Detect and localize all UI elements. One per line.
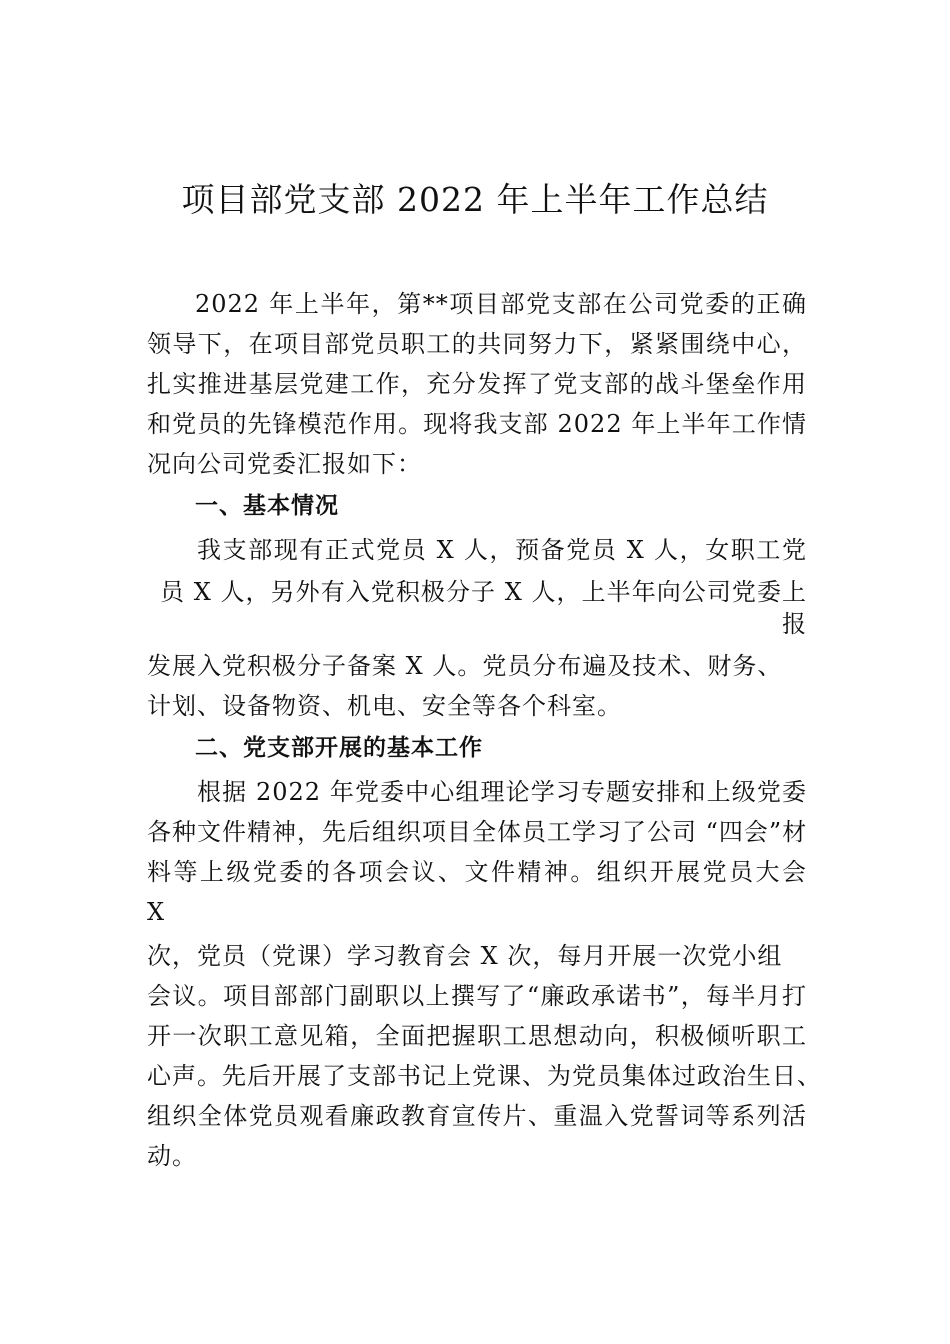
paragraph-line: 员 X 人，另外有入党积极分子 X 人，上半年向公司党委上 (160, 578, 807, 606)
paragraph-line: 报 (782, 610, 807, 638)
paragraph-line: 扎实推进基层党建工作，充分发挥了党支部的战斗堡垒作用 (147, 370, 807, 398)
paragraph-line: 会议。项目部部门副职以上撰写了“廉政承诺书”，每半月打 (147, 982, 807, 1010)
paragraph-line: X (147, 898, 166, 926)
paragraph-line: 发展入党积极分子备案 X 人。党员分布遍及技术、财务、 (147, 652, 783, 680)
paragraph-line: 开一次职工意见箱，全面把握职工思想动向，积极倾听职工 (147, 1022, 807, 1050)
paragraph-line: 心声。先后开展了支部书记上党课、为党员集体过政治生日、 (147, 1062, 822, 1090)
paragraph-line: 料等上级党委的各项会议、文件精神。组织开展党员大会 (147, 858, 807, 886)
paragraph-line: 计划、设备物资、机电、安全等各个科室。 (147, 692, 622, 720)
paragraph-line: 和党员的先锋模范作用。现将我支部 2022 年上半年工作情 (147, 410, 807, 438)
paragraph-line: 组织全体党员观看廉政教育宣传片、重温入党誓词等系列活 (147, 1102, 807, 1130)
section-heading: 二、党支部开展的基本工作 (195, 735, 483, 761)
paragraph-line: 况向公司党委汇报如下： (147, 450, 422, 478)
paragraph-line: 各种文件精神，先后组织项目全体员工学习了公司 “四会”材 (147, 818, 808, 846)
section-heading: 一、基本情况 (195, 493, 339, 519)
paragraph-line: 2022 年上半年，第**项目部党支部在公司党委的正确 (195, 290, 807, 318)
paragraph-line: 根据 2022 年党委中心组理论学习专题安排和上级党委 (197, 778, 807, 806)
paragraph-line: 次，党员（党课）学习教育会 X 次，每月开展一次党小组 (147, 942, 783, 970)
paragraph-line: 我支部现有正式党员 X 人，预备党员 X 人，女职工党 (197, 536, 807, 564)
paragraph-line: 动。 (147, 1142, 197, 1170)
document-title: 项目部党支部 2022 年上半年工作总结 (181, 180, 769, 219)
paragraph-line: 领导下，在项目部党员职工的共同努力下，紧紧围绕中心， (147, 330, 807, 358)
